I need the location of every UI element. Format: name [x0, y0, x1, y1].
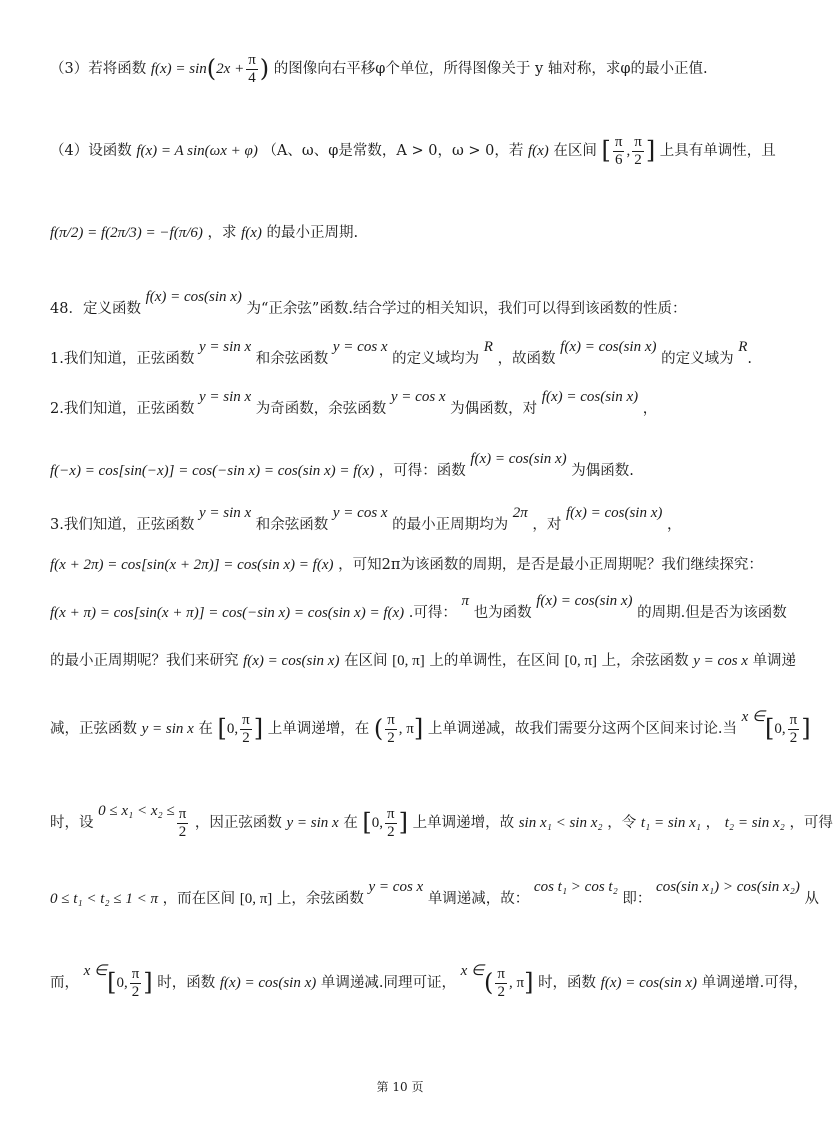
math-expr: R	[483, 339, 493, 355]
math-expr: [0, π]	[239, 891, 273, 907]
text-line-4	[50, 289, 760, 318]
line-text: ，可得	[789, 815, 833, 831]
math-expr: f(x) = cos(sin x)	[470, 451, 567, 467]
math-expr: y = sin x	[198, 389, 252, 405]
line-text: 和余弦函数	[255, 351, 329, 367]
math-expr: t₁ = sin x₁	[640, 815, 701, 831]
line-text: 单调递减，故：	[427, 891, 530, 907]
line-text: ，可得：函数	[378, 463, 466, 479]
math-expr: f(x) = A sin(ωx + φ)	[136, 143, 258, 159]
line-text: 而，	[50, 975, 79, 991]
text-line-10	[50, 593, 787, 622]
math-expr: y = sin x	[286, 815, 339, 831]
math-expr: [0, π]	[564, 653, 598, 669]
text-line-9	[50, 556, 763, 574]
line-text: ，	[666, 517, 682, 533]
line-text: 48．定义函数	[50, 301, 141, 317]
math-expr: 2x +	[216, 61, 245, 77]
line-text: 时，函数	[157, 975, 216, 991]
line-text: ，可知2π为该函数的周期，是否是最小正周期呢？我们继续探究：	[338, 557, 763, 573]
math-expr: [0, π]	[392, 653, 425, 669]
text-line-3	[50, 224, 760, 242]
line-text: 的定义域为	[661, 351, 734, 367]
line-text: 为“正余弦”函数.结合学过的相关知识，我们可以得到该函数的性质：	[246, 301, 687, 317]
math-expr: y = cos x	[368, 879, 424, 895]
math-expr: cos(sin x₁) > cos(sin x₂)	[656, 879, 800, 895]
line-text: .可得：	[408, 605, 457, 621]
line-text: 2.我们知道，正弦函数	[50, 401, 195, 417]
text-line-8	[50, 505, 760, 534]
line-text: 的最小正周期.	[266, 225, 359, 241]
math-expr: f(π/2) = f(2π/3) = −f(π/6)	[50, 225, 203, 241]
text-line-6	[50, 389, 760, 418]
line-text: ，	[705, 815, 721, 831]
line-text: 上单调递增，在	[267, 721, 370, 737]
math-expr: x ∈	[741, 709, 766, 725]
math-expr: f(x) = cos(sin x)	[541, 389, 639, 405]
text-line-1: （3）若将函数 f(x) = sin(2x + $\frac{\pi}{4}$ ) 的图像向右平移φ个单位，所得图像关于 y 轴对称，求φ的最小正值.	[50, 52, 708, 86]
line-text: 上，余弦函数	[276, 891, 364, 907]
math-expr: sin x₁ < sin x₂	[518, 815, 603, 831]
line-text: 的定义域均为	[392, 351, 480, 367]
math-expr: t₂ = sin x₂	[724, 815, 785, 831]
math-expr: f(x) = cos(sin x)	[536, 593, 633, 609]
math-expr: f(x) = cos(sin x)	[243, 653, 340, 669]
line-text: 也为函数	[473, 605, 532, 621]
line-text: 在	[198, 721, 213, 737]
text-line-5	[50, 339, 760, 368]
line-text: ，令	[607, 815, 637, 831]
line-text: 为偶函数.	[571, 463, 634, 479]
line-text: 时，设	[50, 815, 94, 831]
math-expr: f(x) = cos(sin x)	[145, 289, 242, 305]
text-line-11	[50, 652, 797, 670]
math-expr: x ∈	[83, 963, 108, 979]
math-expr: y = cos x	[332, 505, 388, 521]
math-expr: 2π	[512, 505, 528, 521]
math-expr: f(x) = sin	[150, 61, 207, 77]
text-line-14	[50, 879, 819, 908]
math-expr: 0 ≤ x₁ < x₂ ≤	[98, 803, 175, 819]
math-expr: f(x + π) = cos[sin(x + π)] = cos(−sin x) = cos(sin x) = f(x)	[50, 605, 405, 621]
text-line-12: 减，正弦函数 y = sin x 在 [0, $\frac{\pi}{2}$ ] 上单调递增，在 ( $\frac{\pi}{2}$ , π] 上单调递减，故我们需要分这两个区间来讨论.当 x ∈[0, $\frac{\pi}{2}$ ]	[50, 709, 811, 746]
line-text: ，故函数	[497, 351, 556, 367]
math-expr: f(x)	[527, 143, 549, 159]
text-line-2: （4）设函数 f(x) = A sin(ωx + φ) （A、ω、φ是常数，A > 0，ω > 0，若 f(x) 在区间 [ $\frac{\pi}{6}$ , $\frac{\pi}{2}$ ] 上具有单调性，且	[50, 134, 776, 168]
line-text: 从	[804, 891, 819, 907]
line-text: （A、ω、φ是常数，A > 0，ω > 0，若	[262, 143, 524, 159]
text-line-15: 而， x ∈[0, $\frac{\pi}{2}$ ] 时，函数 f(x) = cos(sin x) 单调递减.同理可证， x ∈( $\frac{\pi}{2}$ , π] 时，函数 f(x) = cos(sin x) 单调递增.可得，	[50, 963, 808, 1000]
math-expr: f(x + 2π) = cos[sin(x + 2π)] = cos(sin x) = f(x)	[50, 557, 334, 573]
line-text: （3）若将函数	[50, 61, 147, 77]
math-expr: f(x) = cos(sin x)	[600, 975, 698, 991]
math-expr: y = cos x	[332, 339, 388, 355]
math-expr: x ∈	[460, 963, 485, 979]
math-expr: y = cos x	[693, 653, 748, 669]
line-text: ，	[642, 401, 658, 417]
line-text: 即：	[622, 891, 652, 907]
line-text: （4）设函数	[50, 143, 132, 159]
line-text: 减，正弦函数	[50, 721, 137, 737]
line-text: 上单调递增，故	[412, 815, 515, 831]
line-text: ，求	[207, 225, 237, 241]
math-expr: f(−x) = cos[sin(−x)] = cos(−sin x) = cos(sin x) = f(x)	[50, 463, 375, 479]
math-expr: cos t₁ > cos t₂	[533, 879, 618, 895]
line-text: 和余弦函数	[255, 517, 329, 533]
line-text: 的周期.但是否为该函数	[637, 605, 787, 621]
line-text: 单调递减.同理可证，	[320, 975, 456, 991]
math-expr: f(x) = cos(sin x)	[560, 339, 657, 355]
line-text: 上单调递减，故我们需要分这两个区间来讨论.当	[427, 721, 737, 737]
line-text: 在	[343, 815, 358, 831]
line-text: 为偶函数，对	[450, 401, 538, 417]
line-text: 上，余弦函数	[601, 653, 689, 669]
math-expr: y = sin x	[141, 721, 194, 737]
line-text: 为奇函数，余弦函数	[255, 401, 387, 417]
line-text: 上具有单调性，且	[659, 143, 776, 159]
line-text: 时，函数	[538, 975, 597, 991]
line-text: 单调递增.可得，	[701, 975, 808, 991]
math-expr: f(x) = cos(sin x)	[566, 505, 663, 521]
text-line-13: 时，设 0 ≤ x₁ < x₂ ≤ $\frac{\pi}{2}$ ，因正弦函数 y = sin x 在 [0, $\frac{\pi}{2}$ ] 上单调递增，故 sin x₁ < sin x₂ ，令 t₁ = sin x₁ ， t₂ = sin x₂ ，可得	[50, 803, 833, 840]
line-text: 1.我们知道，正弦函数	[50, 351, 195, 367]
math-expr: y = sin x	[198, 339, 252, 355]
line-text: .	[747, 351, 753, 367]
page-number: 第 10 页	[376, 1080, 424, 1094]
line-text: 单调递	[752, 653, 797, 669]
line-text: 的最小正周期呢？我们来研究	[50, 653, 239, 669]
math-expr: R	[738, 339, 748, 355]
math-expr: y = sin x	[198, 505, 252, 521]
line-text: 上的单调性，在区间	[429, 653, 560, 669]
math-expr: f(x)	[241, 225, 262, 241]
line-text: ，因正弦函数	[194, 815, 282, 831]
line-text: ，对	[532, 517, 562, 533]
math-expr: 0 ≤ t₁ < t₂ ≤ 1 < π	[50, 891, 158, 907]
math-expr: f(x) = cos(sin x)	[219, 975, 317, 991]
line-text: ，而在区间	[162, 891, 236, 907]
line-text: 在区间	[344, 653, 388, 669]
line-text: 的图像向右平移φ个单位，所得图像关于 y 轴对称，求φ的最小正值.	[273, 61, 708, 77]
line-text: 的最小正周期均为	[392, 517, 509, 533]
math-expr: y = cos x	[390, 389, 446, 405]
line-text: 3.我们知道，正弦函数	[50, 517, 195, 533]
text-line-7	[50, 451, 760, 480]
math-expr: π	[461, 593, 469, 609]
line-text: 在区间	[553, 143, 597, 159]
